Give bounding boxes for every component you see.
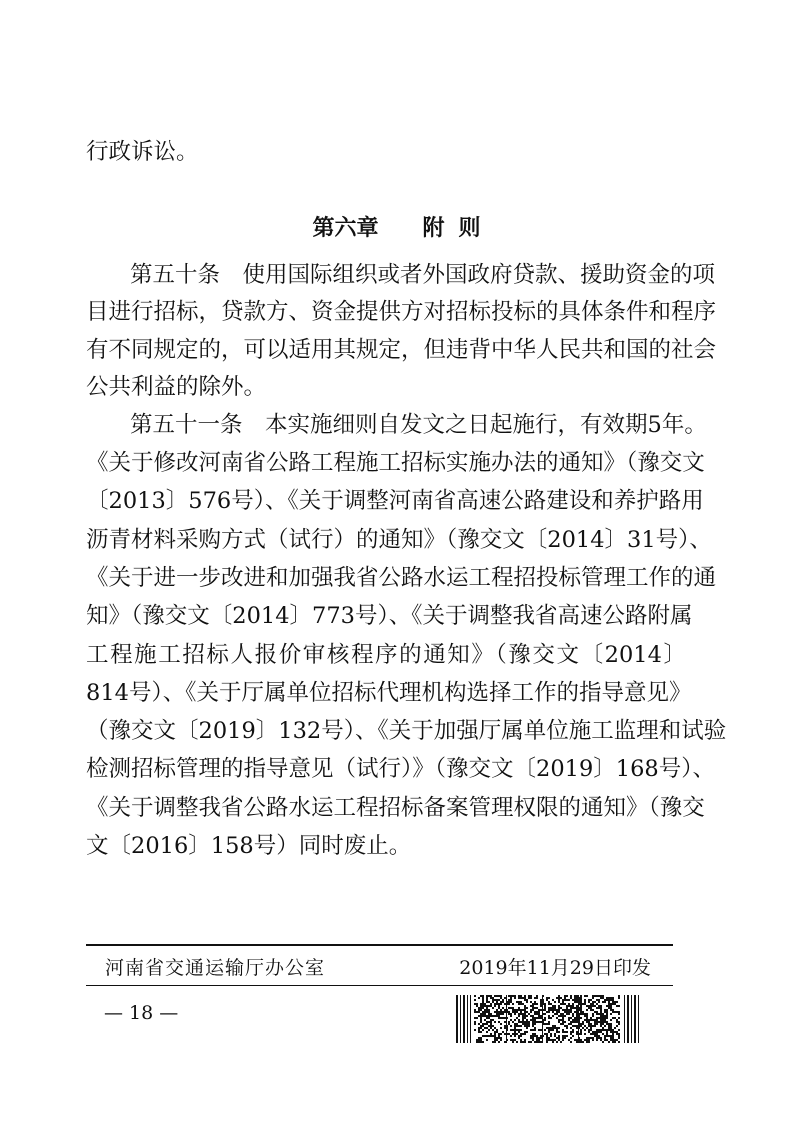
article-51-line: 检测招标管理的指导意见（试行）》（豫交文〔2019〕168号）、 — [86, 756, 715, 782]
article-51-line: 《关于修改河南省公路工程施工招标实施办法的通知》（豫交文 — [86, 450, 705, 476]
article-50-line: 目进行招标，贷款方、资金提供方对招标投标的具体条件和程序 — [86, 299, 717, 325]
article-51-line: 第五十一条 本实施细则自发文之日起施行，有效期5年。 — [130, 412, 707, 438]
article-50-line: 公共利益的除外。 — [86, 374, 267, 400]
article-51-line: 知》（豫交文〔2014〕773号）、《关于调整我省高速公路附属 — [86, 603, 693, 629]
article-51-line: 工程施工招标人报价审核程序的通知》（豫交文〔2014〕 — [86, 642, 686, 668]
article-51-line: 《关于调整我省公路水运工程招标备案管理权限的通知》（豫交 — [86, 795, 705, 821]
article-51-line: 《关于进一步改进和加强我省公路水运工程招投标管理工作的通 — [86, 565, 717, 591]
article-51-line: 〔2013〕576号）、《关于调整河南省高速公路建设和养护路用 — [86, 488, 704, 514]
issue-date: 2019年11月29日印发 — [459, 957, 651, 979]
barcode-icon — [456, 995, 640, 1043]
continuation-text: 行政诉讼。 — [86, 139, 199, 165]
chapter-title-char-1: 附 — [422, 216, 445, 241]
chapter-title-char-2: 则 — [458, 216, 481, 241]
article-51-line: 814号）、《关于厅属单位招标代理机构选择工作的指导意见》 — [86, 680, 692, 706]
article-51-line: （豫交文〔2019〕132号）、《关于加强厅属单位施工监理和试验 — [86, 718, 727, 744]
article-50-line: 有不同规定的，可以适用其规定，但违背中华人民共和国的社会 — [86, 337, 717, 363]
page-number: — 18 — — [104, 1002, 179, 1024]
article-50-line: 第五十条 使用国际组织或者外国政府贷款、援助资金的项 — [130, 262, 716, 288]
chapter-number: 第六章 — [312, 216, 379, 241]
footer-top-rule — [86, 944, 673, 946]
article-51-line: 文〔2016〕158号）同时废止。 — [86, 833, 412, 859]
footer-bottom-rule — [86, 985, 673, 986]
issuing-office: 河南省交通运输厅办公室 — [105, 957, 326, 979]
article-51-line: 沥青材料采购方式（试行）的通知》（豫交文〔2014〕31号）、 — [86, 527, 712, 553]
chapter-heading — [0, 214, 793, 244]
